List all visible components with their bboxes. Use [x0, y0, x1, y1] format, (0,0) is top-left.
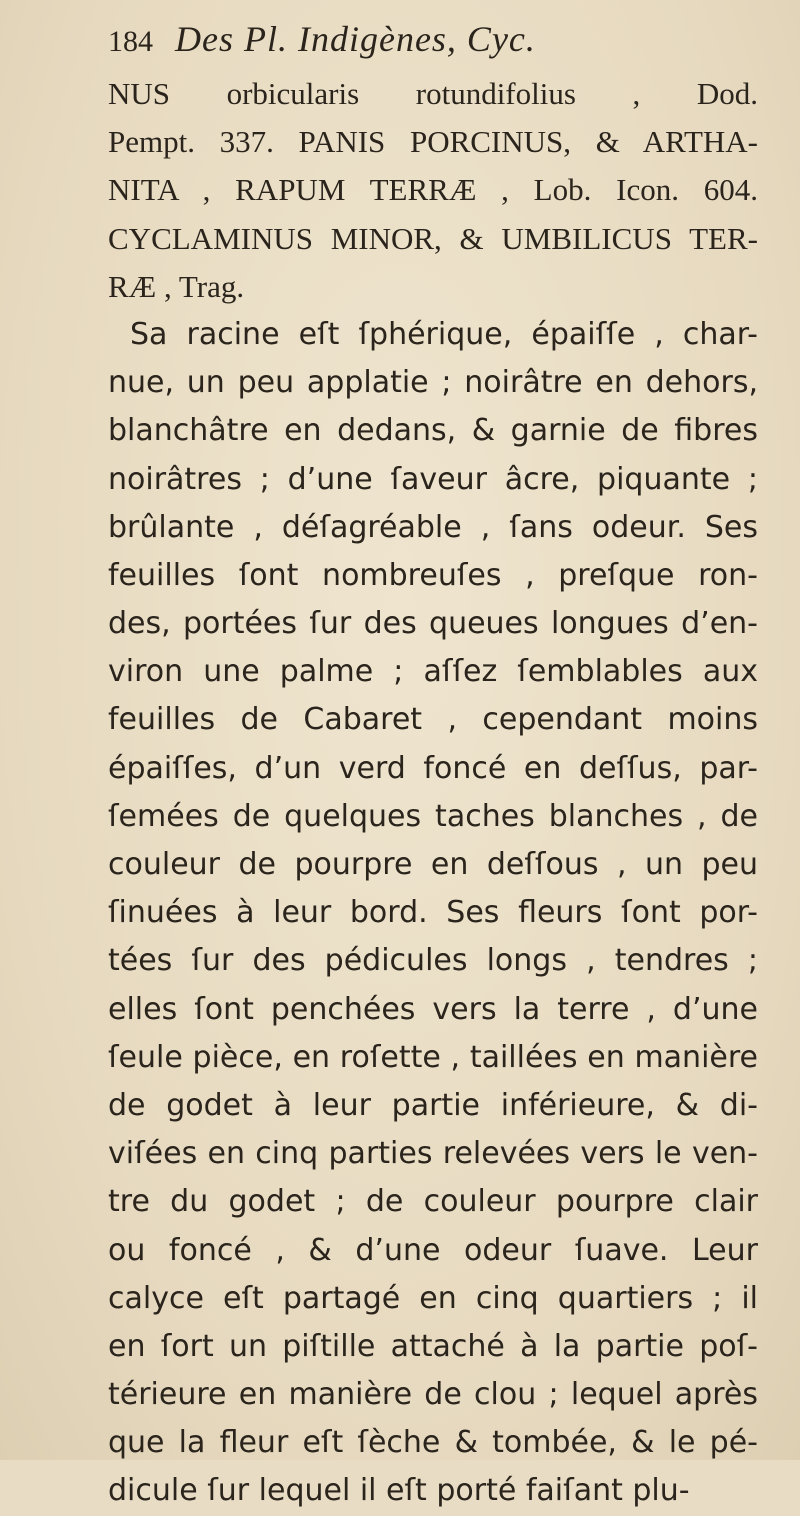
- text-line: que la fleur eſt ſèche & tombée, & le pé-: [108, 1425, 758, 1461]
- text-line: elles ſont penchées vers la terre , d’une: [108, 991, 758, 1027]
- text-line: nue, un peu applatie ; noirâtre en dehors,: [108, 365, 758, 401]
- text-line: blanchâtre en dedans, & garnie de fibres: [108, 413, 758, 449]
- text-line: térieure en manière de clou ; lequel après: [108, 1377, 758, 1413]
- text-line: ou foncé , & d’une odeur ſuave. Leur: [108, 1232, 758, 1268]
- text-line: CYCLAMINUS MINOR, & UMBILICUS TER-: [108, 220, 758, 256]
- text-line: ſinuées à leur bord. Ses fleurs ſont por-: [108, 895, 758, 931]
- text-line: RÆ , Trag.: [108, 268, 245, 304]
- body-text: [108, 70, 758, 1516]
- text-line: de godet à leur partie inférieure, & di-: [108, 1087, 758, 1123]
- text-line: feuilles ſont nombreuſes , preſque ron-: [108, 557, 758, 593]
- text-line: ſeule pièce, en roſette , taillées en manière: [108, 1039, 758, 1075]
- text-line: épaiſſes, d’un verd foncé en deſſus, par-: [108, 750, 758, 786]
- text-line: feuilles de Cabaret , cependant moins: [108, 702, 758, 738]
- running-title: Des Pl. Indigènes, Cyc.: [175, 19, 536, 59]
- page-header: [108, 18, 536, 70]
- text-line: brûlante , déſagréable , ſans odeur. Ses: [108, 509, 758, 545]
- text-line: NITA , RAPUM TERRÆ , Lob. Icon. 604.: [108, 172, 758, 208]
- text-line: couleur de pourpre en deſſous , un peu: [108, 847, 758, 882]
- text-line: viſées en cinq parties relevées vers le ven-: [108, 1136, 758, 1172]
- text-line: Sa racine eſt ſphérique, épaiſſe , char-: [130, 316, 758, 352]
- text-line: Pempt. 337. PANIS PORCINUS, & ARTHA-: [108, 124, 758, 160]
- text-line: des, portées ſur des queues longues d’en-: [108, 606, 758, 642]
- text-line: calyce eſt partagé en cinq quartiers ; il: [108, 1280, 758, 1316]
- page-number: 184: [108, 25, 153, 58]
- text-line: tées ſur des pédicules longs , tendres ;: [108, 943, 758, 979]
- text-line: tre du godet ; de couleur pourpre clair: [108, 1184, 758, 1220]
- text-line: ſemées de quelques taches blanches , de: [108, 798, 758, 834]
- text-line: dicule ſur lequel il eſt porté faiſant plu-: [108, 1473, 690, 1509]
- text-line: NUS orbicularis rotundifolius , Dod.: [108, 76, 758, 111]
- text-line: viron une palme ; aſſez ſemblables aux: [108, 654, 758, 690]
- text-line: noirâtres ; d’une ſaveur âcre, piquante ;: [108, 461, 758, 497]
- text-line: en ſort un piſtille attaché à la partie poſ-: [108, 1328, 758, 1364]
